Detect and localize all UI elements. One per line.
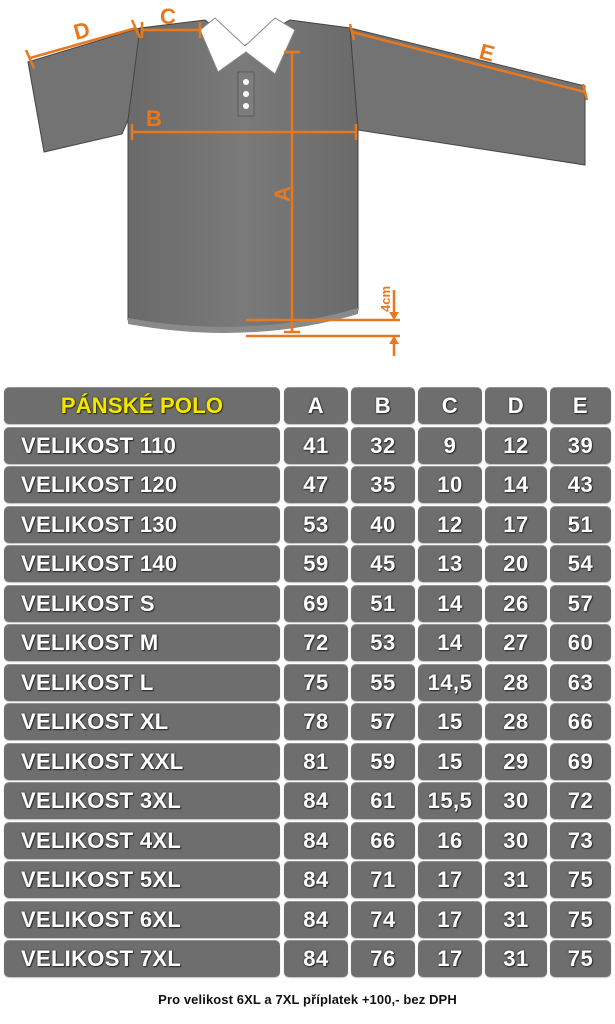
size-label: VELIKOST 140 [4,545,280,582]
table-row [4,664,611,701]
measurement-a-cell: 84 [284,822,348,859]
table-row [4,782,611,819]
column-header-b: B [351,387,415,424]
measurement-a-cell: 72 [284,624,348,661]
size-label: VELIKOST M [4,624,280,661]
column-header-d: D [485,387,547,424]
measurement-d-cell: 28 [485,703,547,740]
measurement-d-cell: 17 [485,506,547,543]
measurement-e-cell: 39 [550,427,611,464]
size-label: VELIKOST 110 [4,427,280,464]
measurement-a-cell: 59 [284,545,348,582]
measurement-d-cell: 27 [485,624,547,661]
label-4cm: 4cm [378,285,393,312]
label-b: B [146,106,162,131]
measurement-c-cell: 16 [418,822,482,859]
measurement-a-cell: 81 [284,743,348,780]
measurement-d-cell: 30 [485,822,547,859]
size-label: VELIKOST 120 [4,466,280,503]
label-c: C [160,4,176,29]
measurement-b-cell: 66 [351,822,415,859]
size-label: VELIKOST L [4,664,280,701]
measurement-c-cell: 9 [418,427,482,464]
measurement-b-cell: 71 [351,861,415,898]
measurement-d-cell: 28 [485,664,547,701]
table-header-row [4,387,611,424]
measurement-a-cell: 84 [284,782,348,819]
measurement-c-cell: 10 [418,466,482,503]
size-label: VELIKOST 3XL [4,782,280,819]
measurement-b-cell: 55 [351,664,415,701]
button [243,103,249,109]
size-label: VELIKOST 130 [4,506,280,543]
measurement-e-cell: 72 [550,782,611,819]
label-d: D [70,16,93,45]
size-label: VELIKOST 4XL [4,822,280,859]
table-row [4,703,611,740]
measurement-a-cell: 75 [284,664,348,701]
column-header-e: E [550,387,611,424]
measurement-d-cell: 31 [485,901,547,938]
measurement-b-cell: 74 [351,901,415,938]
button [243,91,249,97]
measurement-a-cell: 84 [284,901,348,938]
footnote: Pro velikost 6XL a 7XL příplatek +100,- bez DPH [158,992,457,1007]
left-sleeve [28,28,140,152]
button [243,79,249,85]
measurement-e-cell: 75 [550,901,611,938]
table-row [4,427,611,464]
size-label: VELIKOST 7XL [4,940,280,977]
measurement-c-cell: 17 [418,901,482,938]
measurement-d-cell: 29 [485,743,547,780]
measurement-a-cell: 41 [284,427,348,464]
measurement-b-cell: 76 [351,940,415,977]
measurement-b-cell: 53 [351,624,415,661]
measurement-e-cell: 73 [550,822,611,859]
measurement-d-cell: 14 [485,466,547,503]
measurement-b-cell: 57 [351,703,415,740]
polo-shirt-diagram [0,0,615,370]
measurement-d-cell: 30 [485,782,547,819]
size-label: VELIKOST XL [4,703,280,740]
measurement-b-cell: 32 [351,427,415,464]
label-a: A [270,186,295,202]
table-row [4,624,611,661]
measurement-b-cell: 35 [351,466,415,503]
measurement-a-cell: 69 [284,585,348,622]
measurement-e-cell: 60 [550,624,611,661]
measurement-a-cell: 53 [284,506,348,543]
measurement-c-cell: 14 [418,585,482,622]
measurement-c-cell: 15 [418,703,482,740]
table-row [4,545,611,582]
measurement-c-cell: 14,5 [418,664,482,701]
measurement-e-cell: 43 [550,466,611,503]
measurement-c-cell: 15,5 [418,782,482,819]
size-label: VELIKOST 6XL [4,901,280,938]
measurement-d-cell: 26 [485,585,547,622]
measurement-b-cell: 40 [351,506,415,543]
table-row [4,743,611,780]
measurement-d-cell: 20 [485,545,547,582]
measurement-d-cell: 12 [485,427,547,464]
measurement-a-cell: 47 [284,466,348,503]
measurement-a-cell: 84 [284,940,348,977]
label-e: E [476,38,498,67]
measurement-d-cell: 31 [485,861,547,898]
table-row [4,466,611,503]
measurement-e-cell: 66 [550,703,611,740]
column-header-c: C [418,387,482,424]
measurement-e-cell: 75 [550,861,611,898]
column-header-a: A [284,387,348,424]
measurement-c-cell: 15 [418,743,482,780]
measurement-b-cell: 59 [351,743,415,780]
size-label: VELIKOST S [4,585,280,622]
table-row [4,901,611,938]
measurement-a-cell: 78 [284,703,348,740]
table-row [4,822,611,859]
size-label: VELIKOST 5XL [4,861,280,898]
measurement-b-cell: 45 [351,545,415,582]
measurement-e-cell: 51 [550,506,611,543]
table-row [4,506,611,543]
measurement-e-cell: 69 [550,743,611,780]
measurement-c-cell: 17 [418,861,482,898]
table-row [4,861,611,898]
measurement-b-cell: 51 [351,585,415,622]
measurement-e-cell: 75 [550,940,611,977]
measurement-c-cell: 13 [418,545,482,582]
table-row [4,585,611,622]
measurement-d-cell: 31 [485,940,547,977]
size-label: VELIKOST XXL [4,743,280,780]
measurement-e-cell: 57 [550,585,611,622]
right-sleeve [350,28,585,165]
measurement-c-cell: 17 [418,940,482,977]
measurement-b-cell: 61 [351,782,415,819]
table-row [4,940,611,977]
measurement-e-cell: 63 [550,664,611,701]
measurement-e-cell: 54 [550,545,611,582]
table-title: PÁNSKÉ POLO [4,387,280,424]
shirt-body [128,20,358,328]
measurement-c-cell: 14 [418,624,482,661]
measurement-a-cell: 84 [284,861,348,898]
measurement-arrows [389,312,399,344]
measurement-c-cell: 12 [418,506,482,543]
